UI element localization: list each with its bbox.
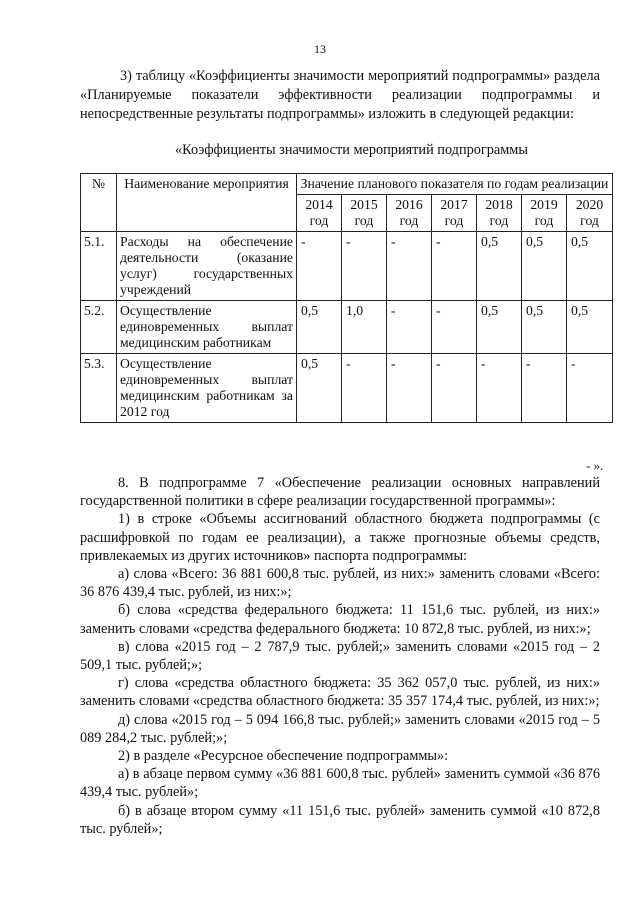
header-num: № [81,174,117,232]
table-caption: «Коэффициенты значимости мероприятий подпрограммы [175,142,528,158]
intro-text: 3) таблицу «Коэффициенты значимости мероприятий подпрограммы» раздела «Планируемые показатели эффективности реализации подпрограммы и непосредственные результаты подпрограммы» изложить в следующей редакции: [80,68,600,122]
header-name: Наименование мероприятия [117,174,297,232]
year-cell: 2019 год [522,195,567,232]
amendment-text [80,474,600,838]
paragraph: в) слова «2015 год – 2 787,9 тыс. рублей;» заменить словами «2015 год – 2 509,1 тыс. рублей;»; [80,638,600,674]
row-value: 0,5 [297,354,342,423]
row-value: - [387,354,432,423]
row-value: 0,5 [522,232,567,301]
year-cell: 2018 год [477,195,522,232]
page-number: 13 [314,42,326,56]
header-value: Значение планового показателя по годам реализации [297,174,613,195]
row-name: Расходы на обеспечение деятельности (оказание услуг) государственных учреждений [117,232,297,301]
year-cell: 2017 год [432,195,477,232]
paragraph: 2) в разделе «Ресурсное обеспечение подпрограммы»: [118,748,449,765]
row-value: 0,5 [477,232,522,301]
intro-paragraph [80,67,600,124]
row-value: - [477,354,522,423]
table-row [81,354,613,423]
year-cell: 2014 год [297,195,342,232]
paragraph: б) в абзаце втором сумму «11 151,6 тыс. рублей» заменить суммой «10 872,8 тыс. рублей»; [80,802,600,837]
table-row [81,301,613,354]
row-value: 0,5 [567,232,613,301]
row-value: - [387,232,432,301]
row-value: 1,0 [342,301,387,354]
row-value: - [432,354,477,423]
row-value: - [432,301,477,354]
row-value: - [297,232,342,301]
year-cell: 2016 год [387,195,432,232]
row-value: - [387,301,432,354]
year-cell: 2020 год [567,195,613,232]
row-value: - [432,232,477,301]
row-num: 5.2. [81,301,117,354]
year-cell: 2015 год [342,195,387,232]
row-value: - [567,354,613,423]
row-name: Осуществление единовременных выплат медицинским работникам [117,301,297,354]
paragraph: д) слова «2015 год – 5 094 166,8 тыс. рублей;» заменить словами «2015 год – 5 089 284,2 тыс. рублей;»; [80,711,600,746]
paragraph: 1) в строке «Объемы ассигнований областного бюджета подпрограммы (с расшифровкой по годам ее реализации), а также прогнозные объемы средств, привлекаемых из других источников» паспорта подпрограммы: [80,511,600,564]
paragraph: б) слова «средства федерального бюджета: 11 151,6 тыс. рублей, из них:» заменить словами «средства федерального бюджета: 10 872,8 тыс. рублей, из них:»; [80,602,600,637]
coefficients-table [80,173,613,423]
paragraph: г) слова «средства областного бюджета: 35 362 057,0 тыс. рублей, из них:» заменить словами «средства областного бюджета: 35 357 174,4 тыс. рублей, из них:»; [80,675,600,710]
row-value: 0,5 [522,301,567,354]
row-num: 5.1. [81,232,117,301]
paragraph: а) в абзаце первом сумму «36 881 600,8 тыс. рублей» заменить суммой «36 876 439,4 тыс. рублей»; [80,766,600,801]
row-name: Осуществление единовременных выплат медицинским работникам за 2012 год [117,354,297,423]
row-num: 5.3. [81,354,117,423]
row-value: 0,5 [297,301,342,354]
row-value: - [522,354,567,423]
paragraph: 8. В подпрограмме 7 «Обеспечение реализации основных направлений государственной политики в сфере реализации государственной программы»: [80,475,600,510]
paragraph: а) слова «Всего: 36 881 600,8 тыс. рублей, из них:» заменить словами «Всего: 36 876 439,4 тыс. рублей, из них:»; [80,566,600,601]
table-closing-mark: - ». [586,458,604,473]
table-header-row [81,174,613,195]
row-value: - [342,354,387,423]
table-row [81,232,613,301]
row-value: 0,5 [477,301,522,354]
row-value: - [342,232,387,301]
row-value: 0,5 [567,301,613,354]
